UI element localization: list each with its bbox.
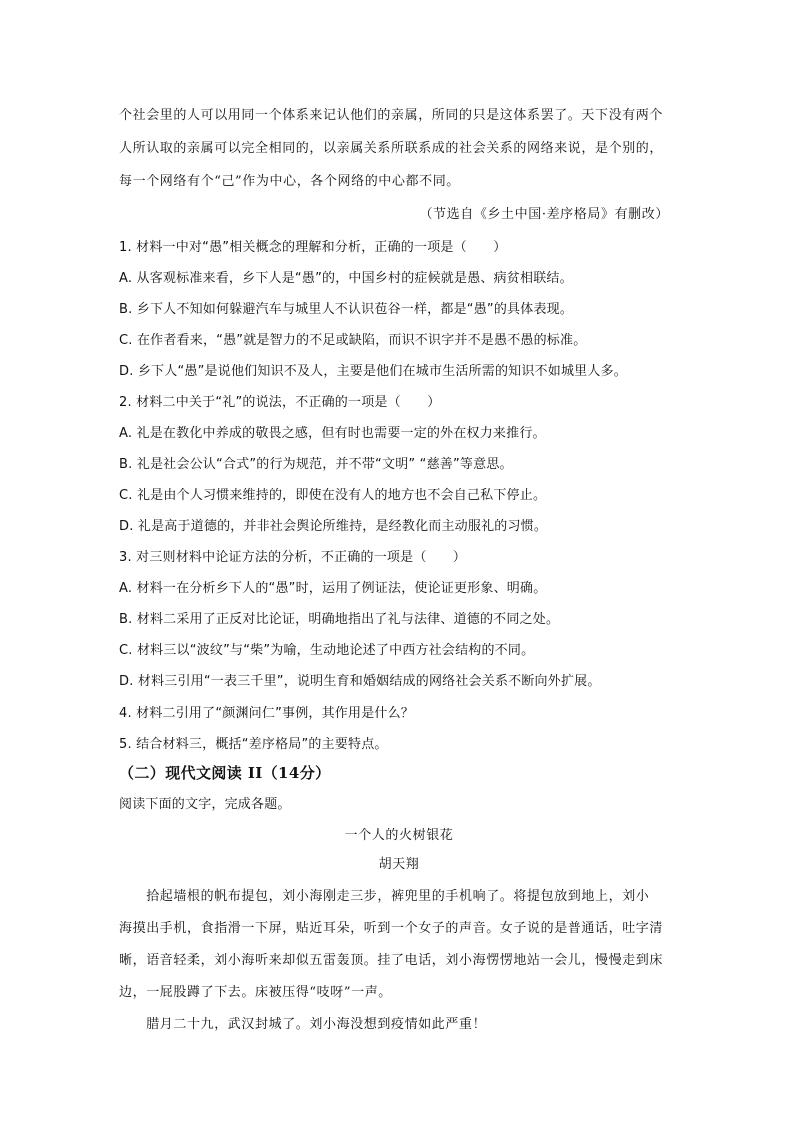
question-stem: 3. 对三则材料中论证方法的分析，不正确的一项是（ ） — [119, 550, 467, 565]
question-option: B. 乡下人不知如何躲避汽车与城里人不认识苞谷一样，都是“愚”的具体表现。 — [119, 302, 574, 317]
question-stem: 1. 材料一中对“愚”相关概念的理解和分析，正确的一项是（ ） — [119, 240, 507, 255]
question-option: D. 乡下人“愚”是说他们知识不及人，主要是他们在城市生活所需的知识不如城里人多。 — [119, 364, 627, 379]
question-option: A. 礼是在教化中养成的敬畏之感，但有时也需要一定的外在权力来推行。 — [119, 426, 546, 441]
question-stem: 4. 材料二引用了“颜渊问仁”事例，其作用是什么？ — [119, 706, 415, 721]
question-stem: 5. 结合材料三，概括“差序格局”的主要特点。 — [119, 737, 388, 752]
section-heading: （二）现代文阅读 II（14分） — [119, 764, 331, 782]
question-option: A. 从客观标准来看，乡下人是“愚”的，中国乡村的症候就是愚、病贫相联结。 — [119, 271, 573, 286]
question-option: A. 材料一在分析乡下人的“愚”时，运用了例证法，使论证更形象、明确。 — [119, 581, 547, 596]
story-line: 边，一屁股蹲了下去。床被压得“吱呀”一声。 — [119, 985, 392, 1000]
section-instruction: 阅读下面的文字，完成各题。 — [119, 797, 291, 812]
question-option: D. 礼是高于道德的，并非社会舆论所维持，是经教化而主动服礼的习惯。 — [119, 519, 548, 534]
question-option: D. 材料三引用“一表三千里”，说明生育和婚姻结成的网络社会关系不断向外扩展。 — [119, 674, 601, 689]
passage-line: 个社会里的人可以用同一个体系来记认他们的亲属，所同的只是这体系罢了。天下没有两个 — [119, 108, 664, 123]
story-line: 晰，语音轻柔，刘小海听来却似五雷轰顶。挂了电话，刘小海愣愣地站一会儿，慢慢走到床 — [119, 953, 664, 968]
passage-source: （节选自《乡土中国·差序格局》有删改） — [419, 207, 669, 222]
story-author: 胡天翔 — [378, 857, 420, 872]
story-line: 腊月二十九，武汉封城了。刘小海没想到疫情如此严重！ — [119, 1017, 487, 1032]
question-option: C. 材料三以“波纹”与“柴”为喻，生动地论述了中西方社会结构的不同。 — [119, 643, 535, 658]
question-option: B. 材料二采用了正反对比论证，明确地指出了礼与法律、道德的不同之处。 — [119, 612, 560, 627]
question-option: C. 在作者看来，“愚”就是智力的不足或缺陷，而识不识字并不是愚不愚的标准。 — [119, 333, 587, 348]
question-option: B. 礼是社会公认“合式”的行为规范，并不带“文明” “慈善”等意思。 — [119, 457, 513, 472]
question-option: C. 礼是由个人习惯来维持的，即使在没有人的地方也不会自己私下停止。 — [119, 488, 547, 503]
passage-line: 每一个网络有个“己”作为中心，各个网络的中心都不同。 — [119, 174, 460, 189]
question-stem: 2. 材料二中关于“礼”的说法，不正确的一项是（ ） — [119, 395, 441, 410]
story-line: 海摸出手机，食指滑一下屏，贴近耳朵，听到一个女子的声音。女子说的是普通话，吐字清 — [119, 921, 664, 936]
passage-line: 人所认取的亲属可以完全相同的，以亲属关系所联系成的社会关系的网络来说，是个别的， — [119, 141, 664, 156]
story-line: 拾起墙根的帆布提包，刘小海刚走三步，裤兜里的手机响了。将提包放到地上，刘小 — [119, 889, 650, 904]
story-title: 一个人的火树银花 — [344, 828, 454, 843]
